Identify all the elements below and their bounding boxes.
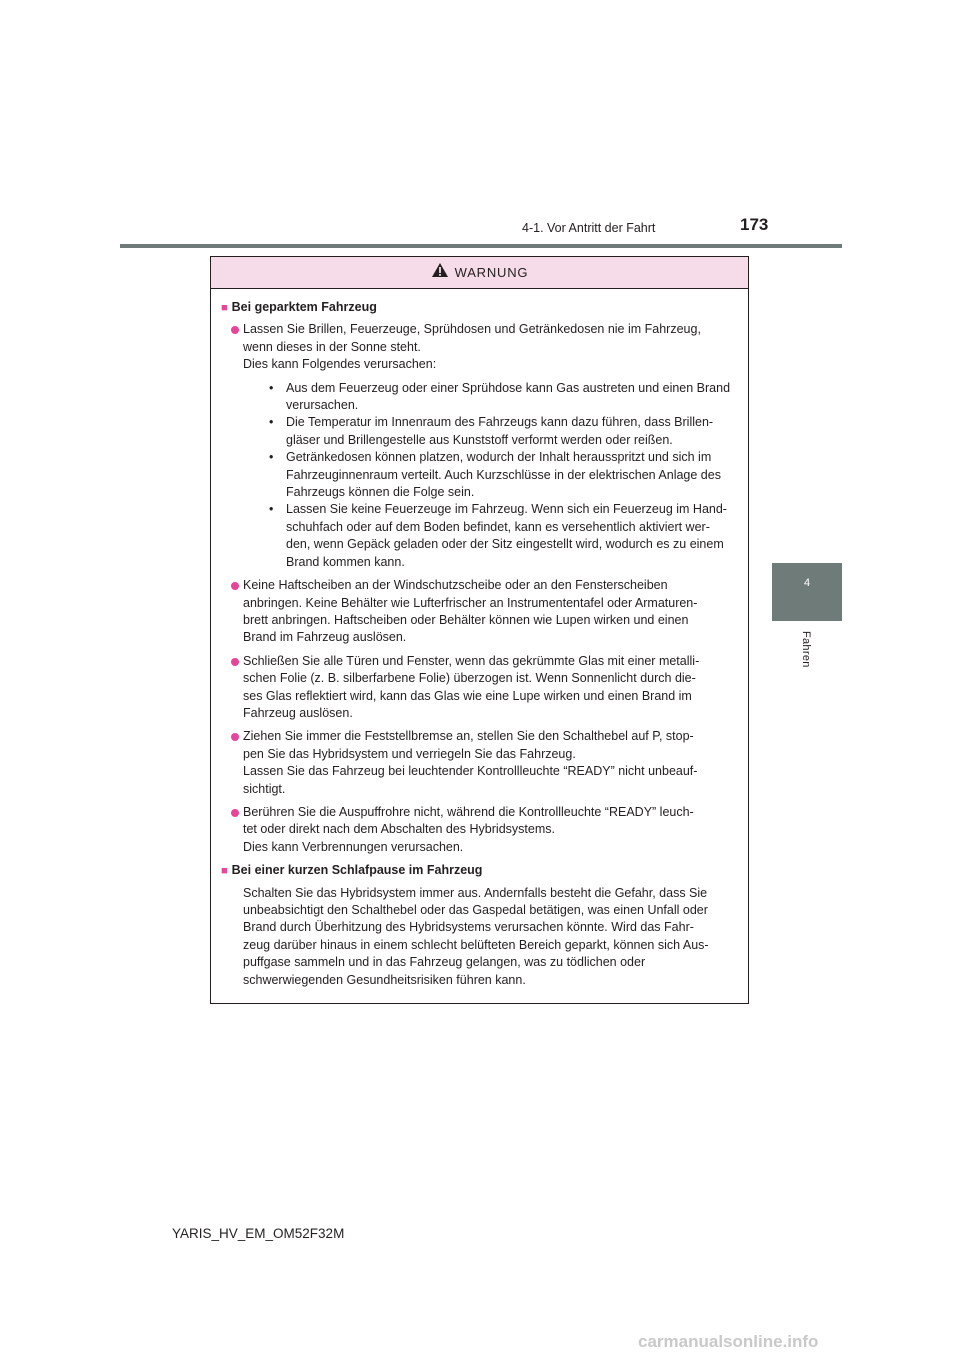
square-bullet-icon: ■ (221, 302, 228, 314)
chapter-number: 4 (803, 577, 811, 589)
round-bullet-icon (231, 809, 239, 817)
item-text-line: Dies kann Folgendes verursachen: (243, 357, 437, 372)
section-heading (221, 862, 742, 880)
warning-body (211, 289, 748, 989)
item-text-line: Brand im Fahrzeug auslösen. (243, 630, 407, 645)
round-bullet-icon (231, 582, 239, 590)
dot-bullet-icon: • (269, 380, 274, 395)
item-text-line: ses Glas reflektiert wird, kann das Glas wie eine Lupe wirken und einen Brand im (243, 688, 692, 703)
sub-list (243, 380, 742, 571)
bullet-item (221, 577, 742, 647)
bullet-item (221, 728, 742, 798)
warning-title: WARNUNG (454, 265, 529, 280)
document-code: YARIS_HV_EM_OM52F32M (172, 1226, 345, 1241)
paragraph-line: puffgase sammeln und in das Fahrzeug gelangen, was zu tödlichen oder (243, 955, 646, 970)
sub-item-line: Die Temperatur im Innenraum des Fahrzeugs kann dazu führen, dass Brillen- (286, 415, 714, 430)
item-text-line: Schließen Sie alle Türen und Fenster, wenn das gekrümmte Glas mit einer metalli- (243, 653, 700, 668)
item-text-line: Dies kann Verbrennungen verursachen. (243, 839, 464, 854)
section-heading-text: Bei einer kurzen Schlafpause im Fahrzeug (231, 863, 483, 878)
header-rule (120, 244, 842, 248)
round-bullet-icon (231, 326, 239, 334)
bullet-item (221, 804, 742, 856)
page-number: 173 (740, 215, 769, 234)
item-text-line: schen Folie (z. B. silberfarbene Folie) überzogen ist. Wenn Sonnenlicht durch die- (243, 671, 696, 686)
chapter-label: Fahren (800, 631, 812, 668)
sub-item-line: Lassen Sie keine Feuerzeuge im Fahrzeug. Wenn sich ein Feuerzeug im Hand- (286, 502, 727, 517)
sub-item-line: verursachen. (286, 398, 359, 413)
paragraph-line: schwerwiegenden Gesundheitsrisiken führen kann. (243, 972, 526, 987)
round-bullet-icon (231, 733, 239, 741)
paragraph-line: zeug darüber hinaus in einem schlecht belüfteten Bereich geparkt, können sich Aus- (243, 937, 709, 952)
item-text-line: brett anbringen. Haftscheiben oder Behälter können wie Lupen wirken und einen (243, 612, 689, 627)
section-paragraph (221, 885, 742, 989)
bullet-item (221, 653, 742, 723)
sub-item-line: schuhfach oder auf dem Boden befindet, kann es versehentlich aktiviert wer- (286, 519, 710, 534)
item-text-line: Keine Haftscheiben an der Windschutzscheibe oder an den Fensterscheiben (243, 578, 668, 593)
item-text-line: wenn dieses in der Sonne steht. (243, 339, 421, 354)
dot-bullet-icon: • (269, 415, 274, 430)
paragraph-line: Schalten Sie das Hybridsystem immer aus. Andernfalls besteht die Gefahr, dass Sie (243, 885, 708, 900)
item-text-line: Lassen Sie das Fahrzeug bei leuchtender Kontrollleuchte “READY” nicht unbeauf- (243, 764, 698, 779)
item-text-line: Ziehen Sie immer die Feststellbremse an, stellen Sie den Schalthebel auf P, stop- (243, 729, 694, 744)
item-text-line: anbringen. Keine Behälter wie Lufterfrischer an Instrumententafel oder Armaturen- (243, 595, 698, 610)
sub-item-line: Fahrzeuginnenraum verteilt. Auch Kurzschlüsse in der elektrischen Anlage des (286, 467, 721, 482)
paragraph-line: unbeabsichtigt den Schalthebel oder das Gaspedal betätigen, was einen Unfall oder (243, 903, 708, 917)
item-text-line: Fahrzeug auslösen. (243, 705, 353, 720)
sub-item-line: Aus dem Feuerzeug oder einer Sprühdose kann Gas austreten und einen Brand (286, 380, 731, 395)
item-text-line: tet oder direkt nach dem Abschalten des Hybridsystems. (243, 822, 555, 837)
warning-header (211, 257, 748, 289)
bullet-item (221, 321, 742, 571)
section-heading-text: Bei geparktem Fahrzeug (231, 300, 377, 314)
item-text-line: Berühren Sie die Auspuffrohre nicht, während die Kontrollleuchte “READY” leuch- (243, 804, 694, 819)
item-text-line: pen Sie das Hybridsystem und verriegeln Sie das Fahrzeug. (243, 746, 576, 761)
sub-item-line: Brand kommen kann. (286, 554, 405, 569)
sub-item-line: gläser und Brillengestelle aus Kunststoff verformt werden oder reißen. (286, 432, 673, 447)
round-bullet-icon (231, 658, 239, 666)
sub-item (243, 414, 742, 449)
sub-item-line: den, wenn Gepäck geladen oder der Sitz eingestellt wird, wodurch es zu einem (286, 537, 724, 552)
sub-item-line: Fahrzeugs können die Folge sein. (286, 485, 475, 500)
paragraph-line: Brand durch Überhitzung des Hybridsystems verursachen könnte. Wird das Fahr- (243, 920, 694, 935)
dot-bullet-icon: • (269, 502, 274, 517)
warning-triangle-icon (431, 262, 449, 283)
item-text-line: sichtigt. (243, 781, 286, 796)
sub-item-line: Getränkedosen können platzen, wodurch der Inhalt herausspritzt und sich im (286, 450, 712, 465)
section-heading (221, 299, 742, 317)
sub-item (243, 501, 742, 571)
warning-box (210, 256, 749, 1004)
sub-item (243, 380, 742, 415)
item-text-line: Lassen Sie Brillen, Feuerzeuge, Sprühdosen und Getränkedosen nie im Fahrzeug, (243, 322, 701, 337)
section-title: 4-1. Vor Antritt der Fahrt (522, 221, 656, 235)
sub-item (243, 449, 742, 501)
square-bullet-icon: ■ (221, 865, 228, 878)
chapter-tab (772, 563, 842, 621)
dot-bullet-icon: • (269, 450, 274, 465)
watermark: carmanualsonline.info (638, 1332, 819, 1351)
